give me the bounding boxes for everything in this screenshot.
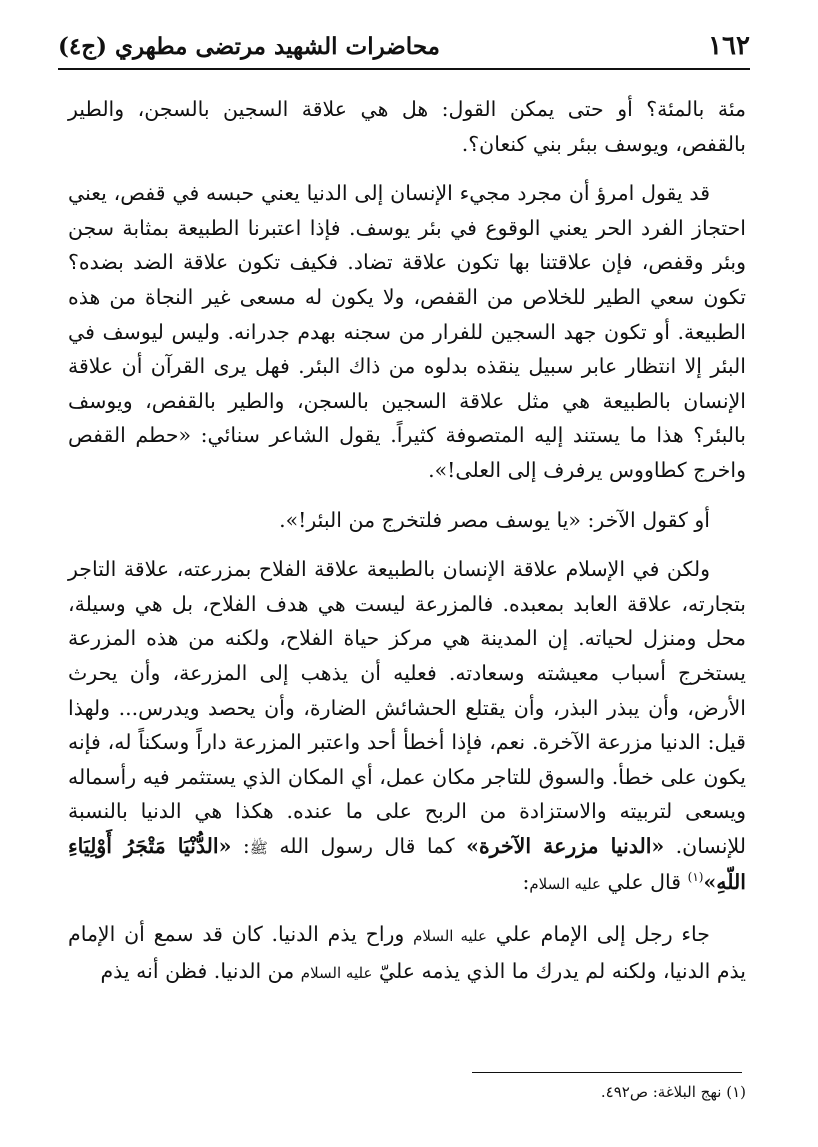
footnote-reference: (١) (687, 870, 704, 885)
quote-dunya-matjar: «الدُّنْيَا مَتْجَرُ أَوْلِيَاءِ اللّهِ» (68, 833, 746, 895)
paragraph-4-main: ولكن في الإسلام علاقة الإنسان بالطبيعة علاقة الفلاح بمزرعته، علاقة التاجر بتجارته، علاقة العابد بمعبده. فالمزرعة ليست هي هدف الفلاح، بل هي وسيلة، محل ومنزل لحياته. إن المدينة هي مركز حياة الفلاح، ولكنه من هذه المزرعة يستخرج أسباب معيشته وسعادته. فعليه أن يذهب إلى المزرعة، وأن يحرث الأرض، وأن يبذر البذر، وأن يقتلع الحشائش الضارة، وأن يحصد ويدرس... ولهذا قيل: الدنيا مزرعة الآخرة. نعم، فإذا أخطأ أحد واعتبر المزرعة داراً وسكناً له، فإنه يكون على خطأ. والسوق للتاجر مكان عمل، أي المكان الذي يستثمر فيه رأسماله ويسعى لتربيته والاستزادة من الربح على ما عنده. هكذا هي الدنيا بالنسبة للإنسان. (68, 557, 746, 858)
page-number: ١٦٢ (708, 31, 750, 61)
footnote-text: نهج البلاغة: ص٤٩٢. (600, 1083, 722, 1101)
honorific-as-2: عليه السلام (300, 963, 373, 982)
paragraph-2: قد يقول امرؤ أن مجرد مجيء الإنسان إلى الدنيا يعني حبسه في قفص، يعني احتجاز الفرد الحر يعني الوقوع في بئر يوسف. فإذا اعتبرنا الطبيعة بمثابة سجن وبئر وقفص، فإن علاقتنا بها تكون علاقة تضاد. فكيف تكون علاقة الضد بضده؟ تكون سعي الطير للخلاص من القفص، ولا يكون له مسعى غير النجاة من هذه الطبيعة. أو تكون جهد السجين للفرار من سجنه بهدم جدرانه. وليس ليوسف في البئر إلا انتظار عابر سبيل ينقذه بدلوه من ذاك البئر. فهل يرى القرآن أن علاقة الإنسان بالطبيعة هي مثل علاقة السجين بالسجن، والطير بالقفص، ويوسف بالبئر؟ هذا ما يستند إليه المتصوفة كثيراً. يقول الشاعر سنائي: «حطم القفص واخرج كطاووس يرفرف إلى العلى!». (68, 181, 746, 482)
body-text (68, 92, 746, 1005)
paragraph-4-colon: : (242, 833, 250, 858)
page-header (58, 24, 750, 70)
paragraph-5-a: جاء رجل إلى الإمام علي (495, 922, 710, 947)
paragraph-5-c: من الدنيا. فظن أنه يذم (100, 958, 295, 983)
quote-dunya-mazraa: «الدنيا مزرعة الآخرة» (466, 833, 665, 858)
paragraph-5-b: وراح يذم الدنيا. كان قد سمع أن الإمام يذم الدنيا، ولكنه لم يدرك ما الذي يذمه عليّ (68, 922, 746, 983)
running-title: محاضرات الشهيد مرتضى مطهري (ج٤) (58, 32, 440, 60)
paragraph-4 (68, 552, 746, 902)
paragraph-4-end: قال علي (607, 870, 682, 895)
paragraph-1: مئة بالمئة؟ أو حتى يمكن القول: هل هي علاقة السجين بالسجن، والطير بالقفص، ويوسف ببئر بني كنعان؟. (68, 97, 746, 156)
paragraph-4-mid: كما قال رسول الله (279, 833, 455, 858)
honorific-as-1: عليه السلام (413, 927, 487, 946)
footnote-marker: (١) (726, 1083, 746, 1101)
footnote (601, 1083, 746, 1101)
paragraph-5 (68, 917, 746, 990)
honorific-as: عليه السلام (529, 875, 601, 894)
paragraph-3: أو كقول الآخر: «يا يوسف مصر فلتخرج من البئر!». (279, 507, 710, 532)
footnote-divider (472, 1072, 742, 1073)
paragraph-4-final-colon: : (522, 870, 530, 895)
honorific-saw: ﷺ (249, 838, 268, 857)
